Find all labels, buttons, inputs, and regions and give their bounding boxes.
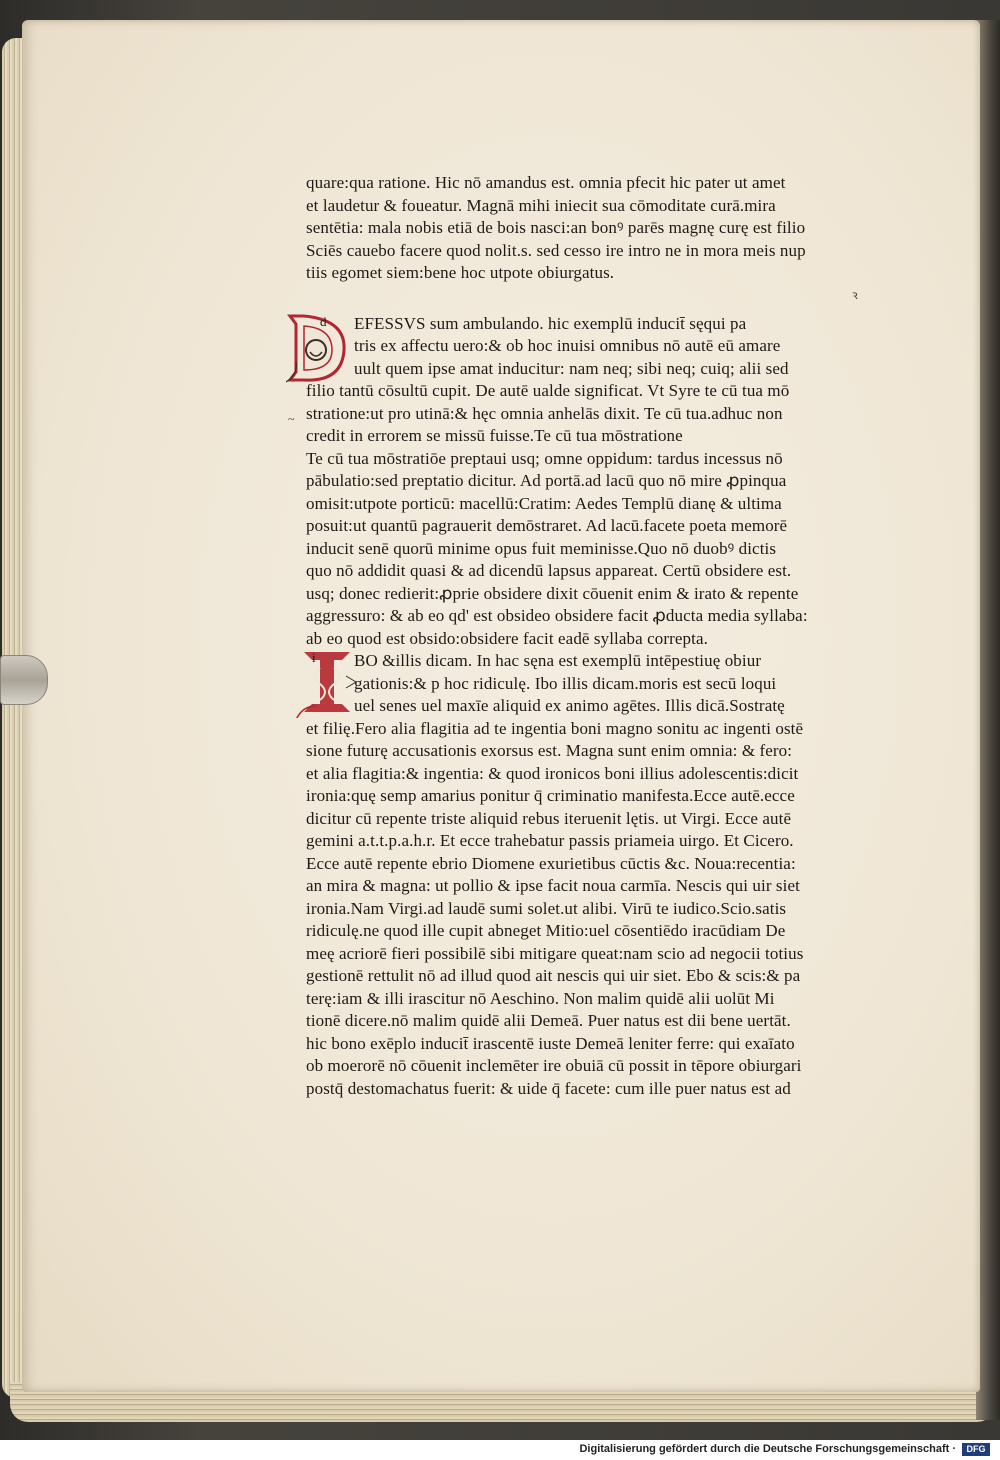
text-line: omisit:utpote porticū: macellū:Cratim: Aedes Templū dianę & ultima [306, 493, 782, 513]
text-line: terę:iam & illi irascitur nō Aeschino. Non malim quidē alii uolūt Mi [306, 988, 775, 1008]
text-line: stratione:ut pro utinā:& hęc omnia anhelās dixit. Te cū tua.adhuc non [306, 403, 783, 423]
text-line: quare:qua ratione. Hic nō amandus est. omnia pfecit hic pater ut amet [306, 173, 786, 192]
text-line: usq; donec redierit:ꝓprie obsidere dixit cōuenit enim & irato & repente [306, 583, 799, 603]
text-line: Sciēs cauebo facere quod nolit.s. sed cesso ire intro ne in mora meis nup [306, 240, 806, 260]
text-line: ob moerorē nō cōuenit inclemēter ire obuiā cū possit in tēpore obiurgari [306, 1056, 802, 1075]
margin-mark: ꝛ [852, 288, 858, 302]
text-line: gestionē rettulit nō ad illud quod ait nescis qui uir siet. Ebo & scis:& pa [306, 966, 801, 985]
text-line: et laudetur & foueatur. Magnā mihi iniecit sua cōmoditate curā.mira [306, 195, 776, 215]
text-line: inducit senē quorū minime opus fuit meminisse.Quo nō duobꝰ dictis [306, 538, 777, 558]
text-line: sentētia: mala nobis etiā de bois nasci:an bonꝰ parēs magnę curę est filio [306, 218, 806, 237]
book-clip [0, 655, 48, 705]
guide-letter-i: i [312, 650, 316, 665]
footer-credit: Digitalisierung gefördert durch die Deutsche Forschungsgemeinschaft · [579, 1443, 956, 1455]
text-line: EFESSVS sum ambulando. hic exemplū inducit̄ sęqui pa [354, 313, 747, 333]
text-line: hic bono exēplo inducit̄ irascentē iuste Demeā leniter ferre: qui exaīato [306, 1033, 795, 1053]
guide-letter-d: d [320, 314, 327, 329]
text-line: dicitur cū repente triste aliquid rebus iteruenit lętis. ut Virgi. Ecce autē [306, 808, 792, 828]
text-line: postq̄ destomachatus fuerit: & uide q̄ facete: cum ille puer natus est ad [306, 1078, 791, 1098]
text-line: Ecce autē repente ebrio Diomene exurietibus cūctis &c. Noua:recentia: [306, 853, 796, 873]
text-line: tris ex affectu uero:& ob hoc inuisi omnibus nō autē eū amare [354, 336, 781, 355]
text-line: ironia.Nam Virgi.ad laudē sumi solet.ut alibi. Virū te iudico.Scio.satis [306, 898, 787, 918]
text-line: aggressuro: & ab eo qd' est obsideo obsidere facit ꝓducta media syllaba: [306, 606, 808, 625]
text-line: sione futurę accusationis exorsus est. Magna sunt enim omnia: & fero: [306, 741, 793, 760]
text-line: BO &illis dicam. In hac sęna est exemplū intēpestiuę obiur [354, 651, 762, 670]
text-line: credit in errorem se missū fuisse.Te cū tua mōstratione [306, 426, 683, 445]
text-line: quo nō addidit quasi & ad dicendū lapsus appareat. Certū obsidere est. [306, 561, 792, 580]
text-line: posuit:ut quantū pagrauerit demōstraret. Ad lacū.facete poeta memorē [306, 516, 788, 535]
text-line: ironia:quę semp amarius ponitur q̄ criminatio manifesta.Ecce autē.ecce [306, 786, 795, 805]
text-line: Te cū tua mōstratiōe preptaui usq; omne oppidum: tardus incessus nō [306, 448, 783, 468]
text-line: et alia flagitia:& ingentia: & quod ironicos boni illius adolescentis:dicit [306, 763, 799, 783]
text-line: tionē dicere.nō malim quidē alii Demeā. Puer natus est dii bene uertāt. [306, 1011, 791, 1030]
text-line: uel senes uel maxīe aliquid ex animo agētes. Illis dicā.Sostratę [354, 696, 785, 715]
text-line: gationis:& p hoc ridiculę. Ibo illis dicam.moris est secū loqui [354, 673, 777, 693]
dfg-logo: DFG [962, 1443, 990, 1456]
text-line: pābulatio:sed preptatio dicitur. Ad portā.ad lacū quo nō mire ꝓpinqua [306, 471, 787, 490]
text-block [306, 172, 862, 1100]
margin-mark: ~ [288, 412, 295, 426]
text-line: et filię.Fero alia flagitia ad te ingentia boni magno sonitu ac ingenti ostē [306, 718, 804, 738]
text-line: uult quem ipse amat inducitur: nam neq; sibi neq; cuiq; alii sed [354, 358, 789, 378]
text-line: meę acriorē fieri possibilē sibi mitigare queat:nam scio ad negocii totius [306, 943, 804, 963]
text-line: tiis egomet siem:bene hoc utpote obiurgatus. [306, 263, 615, 282]
text-line: filio tantū cōsultū cupit. De autē ualde significat. Vt Syre te cū tua mō [306, 381, 790, 400]
text-line: ab eo quod est obsido:obsidere facit eadē syllaba correpta. [306, 628, 708, 648]
text-line: an mira & magna: ut pollio & ipse facit noua carmīa. Nescis qui uir siet [306, 876, 800, 895]
text-line: ridiculę.ne quod ille cupit abneget Mitio:uel cōsentiēdo iracūdiam De [306, 921, 786, 940]
text-line: gemini a.t.t.p.a.h.r. Et ecce trahebatur passis priameia uirgo. Et Cicero. [306, 831, 794, 850]
